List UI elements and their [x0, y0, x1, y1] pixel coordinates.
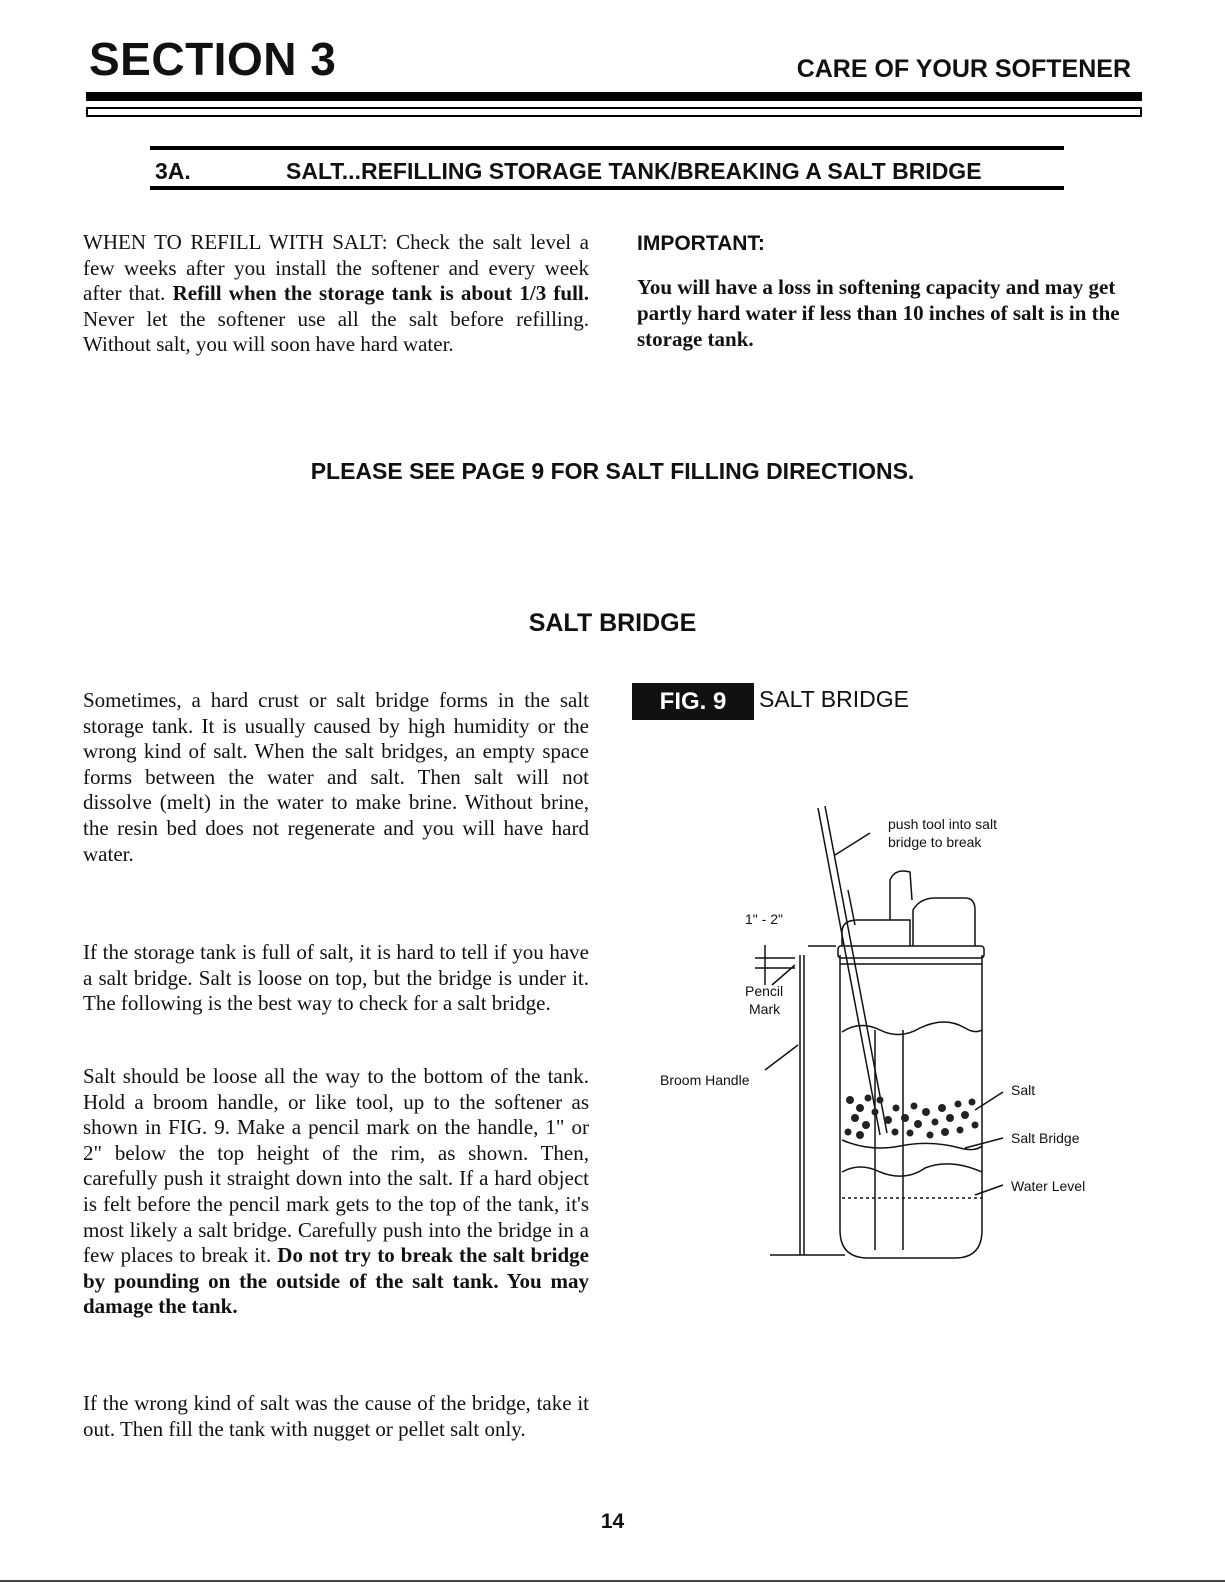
push-tool [825, 806, 887, 1133]
salt-bridge-paragraph-2: If the storage tank is full of salt, it is hard to tell if you have a salt bridge. Salt is loose on top, but the bridge is under it. The following is the best way to check for a salt bridge. [83, 940, 589, 1016]
important-text: You will have a loss in softening capacity and may get partly hard water if less than 10 inches of salt is in the storage tank. [637, 275, 1120, 351]
p3-plain: Salt should be loose all the way to the bottom of the tank. Hold a broom handle, or like tool, up to the softener as shown in FIG. 9. Make a pencil mark on the handle, 1" or 2" below the top height of the rim, as shown. Then, carefully push it straight down into the salt. If a hard object is felt before the pencil mark gets to the top of the tank, it's most likely a salt bridge. Carefully push into the bridge in a few places to break it. [83, 1064, 589, 1268]
broom-leader [765, 1045, 798, 1070]
salt-nuggets [845, 1095, 979, 1140]
p3-warning: Do not try to break the salt bridge by pounding on the outside of the salt tank. You may damage the tank. [83, 1243, 589, 1319]
bridge-leader [965, 1138, 1003, 1148]
label-salt-bridge: Salt Bridge [1011, 1130, 1080, 1146]
refill-bold: Refill when the storage tank is about 1/3 full. [172, 281, 589, 306]
refill-lead: WHEN TO REFILL WITH SALT: Check the salt level a few weeks after you install the softener and every week after that. [83, 230, 589, 306]
label-broom-handle: Broom Handle [660, 1072, 750, 1088]
label-pencil-1: Pencil [745, 983, 784, 999]
bridge-bottom [842, 1140, 982, 1150]
bottom-rule [0, 1580, 1225, 1582]
salt-bridge-diagram [650, 795, 1110, 1280]
push-tool [818, 808, 880, 1135]
label-pencil-2: Mark [749, 1001, 781, 1017]
label-salt: Salt [1011, 1082, 1036, 1098]
push-arrow [848, 890, 855, 925]
valve-housing [842, 920, 910, 946]
see-page-notice: PLEASE SEE PAGE 9 FOR SALT FILLING DIRECTIONS. [310, 458, 915, 484]
important-label: IMPORTANT: [637, 232, 765, 255]
salt-bridge-heading: SALT BRIDGE [528, 609, 697, 637]
subsection-number: 3A. [155, 158, 191, 184]
subsection-top-rule [150, 146, 1064, 150]
salt-bridge-paragraph-1: Sometimes, a hard crust or salt bridge forms in the salt storage tank. It is usually caused by high humidity or the wrong kind of salt. When the salt bridges, an empty space forms between the water and salt. Then salt will not dissolve (melt) in the water to make brine. Without brine, the resin bed does not regenerate and you will have hard water. [83, 688, 589, 866]
push-tool-leader [835, 833, 870, 855]
salt-bridge-paragraph-4: If the wrong kind of salt was the cause of the bridge, take it out. Then fill the tank with nugget or pellet salt only. [83, 1391, 589, 1441]
refill-rest: Never let the softener use all the salt before refilling. Without salt, you will soon have hard water. [83, 306, 589, 357]
lid-housing [913, 898, 975, 946]
label-push-tool-1: push tool into salt [888, 816, 997, 832]
lid-flap [890, 871, 912, 920]
tank-rim [838, 946, 984, 958]
salt-bridge-paragraph-3 [83, 1064, 589, 1320]
header-rule-outline [86, 107, 1142, 117]
salt-leader [975, 1092, 1003, 1110]
header-rule [86, 92, 1142, 101]
water-level-line [842, 1164, 982, 1176]
section-title: SECTION 3 [89, 33, 337, 85]
subsection-bottom-rule [150, 186, 1064, 190]
figure-title: SALT BRIDGE [759, 686, 909, 712]
section-subtitle: CARE OF YOUR SOFTENER [796, 55, 1131, 83]
salt-surface [842, 1022, 982, 1035]
label-gap: 1" - 2" [745, 911, 783, 927]
refill-paragraph [83, 230, 589, 358]
subsection-title: SALT...REFILLING STORAGE TANK/BREAKING A SALT BRIDGE [286, 158, 982, 184]
figure-badge: FIG. 9 [632, 683, 754, 720]
page-number: 14 [600, 1510, 625, 1533]
label-water-level: Water Level [1011, 1178, 1086, 1194]
water-leader [975, 1185, 1003, 1195]
label-push-tool-2: bridge to break [888, 834, 982, 850]
